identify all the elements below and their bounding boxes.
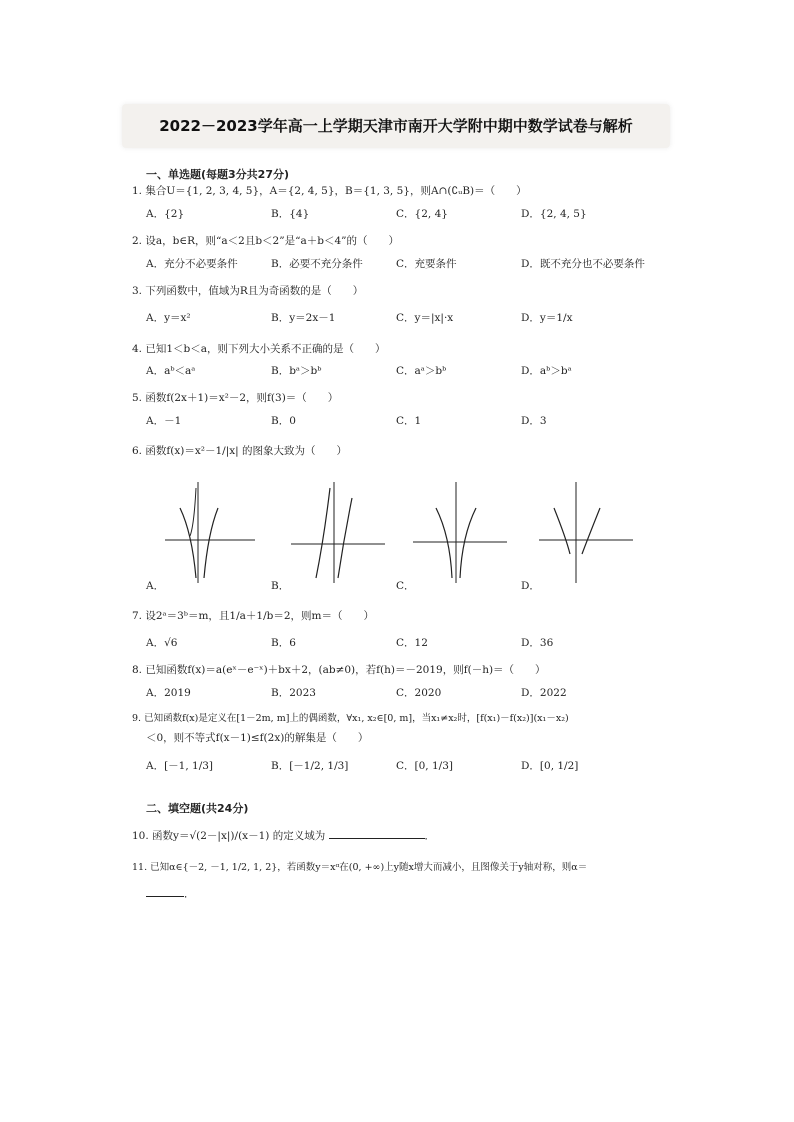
option-a: A．√6 — [146, 637, 178, 649]
question-3-options — [146, 310, 666, 325]
question-7-stem: 7. 设2ᵃ＝3ᵇ＝m，且1/a＋1/b＝2，则m＝（ ） — [132, 610, 374, 622]
option-a: A．－1 — [146, 415, 182, 427]
question-10-end: ． — [424, 830, 436, 842]
question-10 — [132, 828, 435, 843]
option-b: B．{4} — [271, 208, 310, 220]
option-c: C．12 — [396, 637, 428, 649]
question-8-stem: 8. 已知函数f(x)＝a(eˣ－e⁻ˣ)＋bx＋2，(ab≠0)，若f(h)＝－2019，则f(－h)＝（ ） — [132, 664, 546, 676]
question-1-stem: 1. 集合U＝{1, 2, 3, 4, 5}，A＝{2, 4, 5}，B＝{1, 3, 5}，则A∩(∁ᵤB)＝（ ） — [132, 185, 527, 197]
option-d: D．aᵇ＞bᵃ — [521, 365, 572, 377]
answer-blank — [146, 886, 184, 897]
option-d: D．[0, 1/2] — [521, 760, 579, 772]
graph-option-c — [410, 478, 510, 586]
graph-label-a: A． — [146, 580, 165, 592]
question-9-options — [146, 758, 666, 773]
question-2-options — [146, 256, 666, 271]
option-a: A．充分不必要条件 — [146, 258, 238, 270]
answer-blank — [329, 828, 425, 839]
question-11-answer-line — [146, 886, 195, 901]
question-1-options — [146, 206, 666, 221]
option-a: A．[－1, 1/3] — [146, 760, 214, 772]
question-2-stem: 2. 设a，b∈R，则“a＜2且b＜2”是“a＋b＜4”的（ ） — [132, 235, 399, 247]
graph-label-d: D． — [521, 580, 540, 592]
question-9-stem-line-2: ＜0，则不等式f(x－1)≤f(2x)的解集是（ ） — [146, 732, 369, 744]
graph-option-a — [160, 478, 260, 586]
question-7-options — [146, 635, 666, 650]
option-b: B．2023 — [271, 687, 316, 699]
section-heading-fill: 二、填空题(共24分) — [146, 802, 249, 815]
question-10-stem: 10. 函数y＝√(2－|x|)/(x－1) 的定义域为 — [132, 830, 326, 842]
section-heading-choice: 一、单选题(每题3分共27分) — [146, 168, 290, 181]
option-d: D．{2, 4, 5} — [521, 208, 587, 220]
graph-label-b: B． — [271, 580, 290, 592]
question-3-stem: 3. 下列函数中，值域为R且为奇函数的是（ ） — [132, 285, 364, 297]
option-c: C．[0, 1/3] — [396, 760, 453, 772]
option-c: C．aᵃ＞bᵇ — [396, 365, 447, 377]
option-d: D．既不充分也不必要条件 — [521, 258, 645, 270]
option-b: B．bᵃ＞bᵇ — [271, 365, 322, 377]
option-d: D．36 — [521, 637, 554, 649]
question-5-options — [146, 413, 666, 428]
option-d: D．y＝1/x — [521, 312, 573, 324]
question-4-options — [146, 363, 666, 378]
option-b: B．[－1/2, 1/3] — [271, 760, 349, 772]
option-c: C．1 — [396, 415, 422, 427]
option-b: B．y＝2x－1 — [271, 312, 336, 324]
option-a: A．{2} — [146, 208, 185, 220]
option-b: B．0 — [271, 415, 296, 427]
option-c: C．2020 — [396, 687, 442, 699]
option-d: D．3 — [521, 415, 547, 427]
option-a: A．y＝x² — [146, 312, 191, 324]
question-9-stem-line-1: 9. 已知函数f(x)是定义在[1－2m, m]上的偶函数，∀x₁, x₂∈[0, m]，当x₁≠x₂时，[f(x₁)－f(x₂)](x₁－x₂) — [132, 713, 569, 724]
question-8-options — [146, 685, 666, 700]
question-5-stem: 5. 函数f(2x＋1)＝x²－2，则f(3)＝（ ） — [132, 392, 339, 404]
option-c: C．{2, 4} — [396, 208, 448, 220]
option-d: D．2022 — [521, 687, 567, 699]
question-4-stem: 4. 已知1＜b＜a，则下列大小关系不正确的是（ ） — [132, 343, 386, 355]
option-a: A．aᵇ＜aᵃ — [146, 365, 196, 377]
option-c: C．y＝|x|·x — [396, 312, 454, 324]
option-a: A．2019 — [146, 687, 191, 699]
question-11-end: ． — [184, 888, 195, 900]
question-6-stem: 6. 函数f(x)＝x²－1/|x| 的图象大致为（ ） — [132, 445, 348, 457]
title-banner — [122, 104, 670, 148]
option-b: B．必要不充分条件 — [271, 258, 363, 270]
option-c: C．充要条件 — [396, 258, 457, 270]
page-title: 2022－2023学年高一上学期天津市南开大学附中期中数学试卷与解析 — [159, 117, 633, 135]
question-11-stem: 11. 已知α∈{－2, －1, 1/2, 1, 2}，若函数y＝xᵅ在(0, +∞)上y随x增大而减小，且图像关于y轴对称，则α＝ — [132, 862, 588, 873]
option-b: B．6 — [271, 637, 296, 649]
graph-option-b — [288, 478, 388, 586]
graph-option-d — [536, 478, 636, 586]
graph-label-c: C． — [396, 580, 415, 592]
